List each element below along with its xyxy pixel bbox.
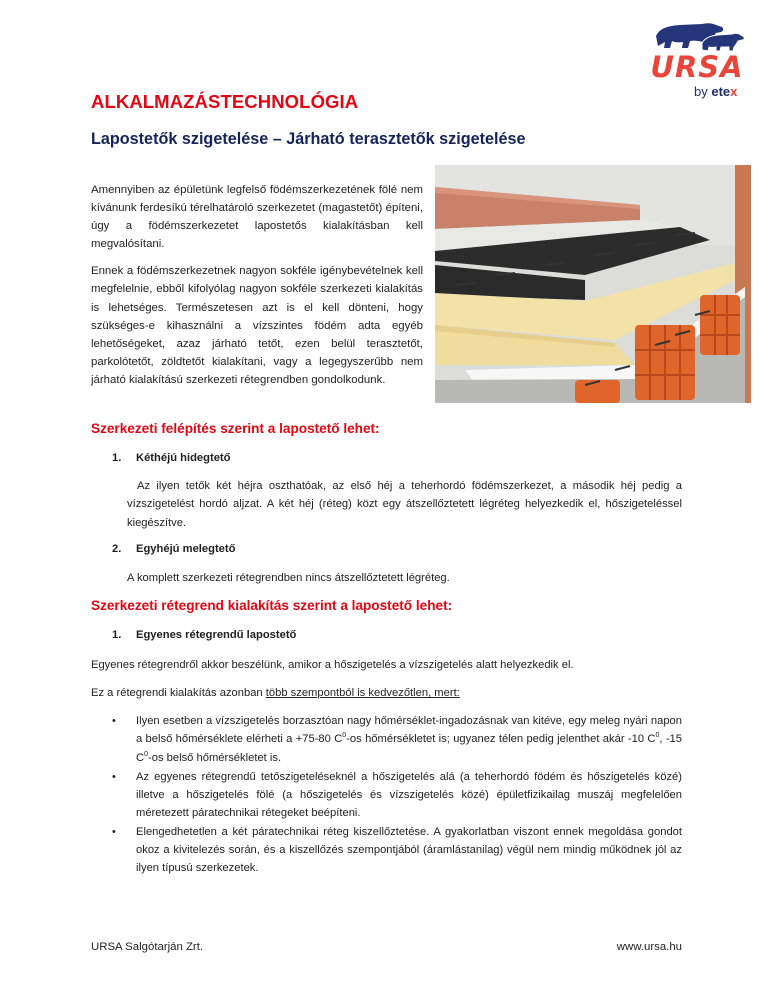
bullet-text: , -15 C [136,733,682,764]
list-item [112,823,682,878]
bullet-text: -os hőmérsékletet is; ugyanez télen pedig jelenthet akár -10 C [346,733,656,746]
intro-text [91,181,423,398]
list-number: 1. [112,452,122,464]
list-item-heading [112,629,296,641]
degree-sup: 0 [342,732,347,740]
list-title: Egyenes rétegrendű lapostető [136,629,297,641]
item-description: Az ilyen tetők két héjra oszthatóak, az első héj a teherhordó födémszerkezet, a második héj pedig a vízszigetelést hordó aljzat. A két héj (réteg) közt egy átszellőztetett légréteg helyezkedik el, hőszigeteléssel kiegészítve. [127,480,682,529]
drawbacks-list [112,712,682,878]
drawbacks-prefix: Ez a rétegrendi kialakítás azonban [91,687,266,699]
bullet-icon: • [112,770,116,783]
tagline-x: x [730,84,738,99]
list-item [112,712,682,767]
bullet-text: -os belső hőmérsékletet is. [148,751,282,764]
degree-sup: 0 [144,750,148,758]
list-title: Egyhéjú melegtető [136,543,236,555]
bullet-icon: • [112,825,116,838]
list-number: 1. [112,629,122,641]
item-description: A komplett szerkezeti rétegrendben nincs átszellőztetett légréteg. [127,572,450,584]
bullet-text: Elengedhetetlen a két páratechnikai réteg kiszellőztetése. A gyakorlatban viszont ennek megoldása gondot okoz a kivitelezés során, és a kiszellőzés szempontjából (áramlástanilag) végül nem mindig működnek jól az ilyen típusú szerkezetek. [136,825,682,875]
list-item [112,768,682,823]
roof-layers-image [435,165,751,403]
footer-website-link[interactable]: www.ursa.hu [616,941,682,953]
polar-bear-icon [636,18,754,54]
page-title: ALKALMAZÁSTECHNOLÓGIA [91,91,359,112]
list-number: 2. [112,543,122,555]
list-item-heading [112,543,235,555]
paragraph-definition: Egyenes rétegrendről akkor beszélünk, amikor a hőszigetelés a vízszigetelés alatt helyezkedik el. [91,659,574,671]
footer-company: URSA Salgótarján Zrt. [91,941,204,953]
drawbacks-underlined: több szempontból is kedvezőtlen, mert: [265,687,460,699]
bullet-text: Az egyenes rétegrendű tetőszigeteléseknél a hőszigetelés alá (a teherhordó födém és hőszigetelés közé) illetve a hőszigetelés fölé (a hőszigetelés és vízszigetelés közé) épületfizikailag muszáj megfelelően méretezett páratechnikai rétegeket beépíteni. [136,770,682,820]
bullet-icon: • [112,715,116,727]
intro-paragraph: Amennyiben az épületünk legfelső födémszerkezetének fölé nem kívánunk ferdesíkú térelhatároló szerkezetet (magastetőt) építeni, úgy a födémszerkezetet lapostetős kialakításban kell megvalósítani. [91,184,423,251]
list-item-heading [112,452,230,464]
brand-tagline [694,84,737,99]
bullet-text: Ilyen esetben a vízszigetelés borzasztóan nagy hőmérséklet-ingadozásnak van kitéve, egy meleg nyári napon a belső hőmérséklete elérheti a +75-80 C [136,715,682,746]
paragraph-drawbacks-intro [91,684,691,702]
ursa-logo [636,18,754,100]
degree-sup: 0 [655,732,660,740]
roof-layers-illustration [435,165,751,403]
brand-wordmark: URSA [650,50,744,84]
intro-paragraph: Ennek a födémszerkezetnek nagyon sokféle igénybevételnek kell megfelelnie, ebből kifolyólag nagyon sokféle szerkezeti kialakítás is lehetséges. Természetesen azt is el kell dönteni, hogy szükséges-e kihasználni a vízszintes födém adta egyéb lehetőségeket, azaz járható tetőt, ezen belül terasztetőt, parkolótetőt, zöldtetőt kialakítani, vagy a legegyszerűbb nem járható kialakítású szerkezeti rétegrendben gondolkodunk. [91,265,423,386]
tagline-brand: ete [711,84,731,99]
tagline-prefix: by [694,84,708,99]
section-heading-structure: Szerkezeti felépítés szerint a lapostető lehet: [91,421,380,436]
section-heading-layer-order: Szerkezeti rétegrend kialakítás szerint a lapostető lehet: [91,598,453,613]
list-title: Kéthéjú hidegtető [136,452,231,464]
page-subtitle: Lapostetők szigetelése – Járható terasztetők szigetelése [91,130,526,148]
